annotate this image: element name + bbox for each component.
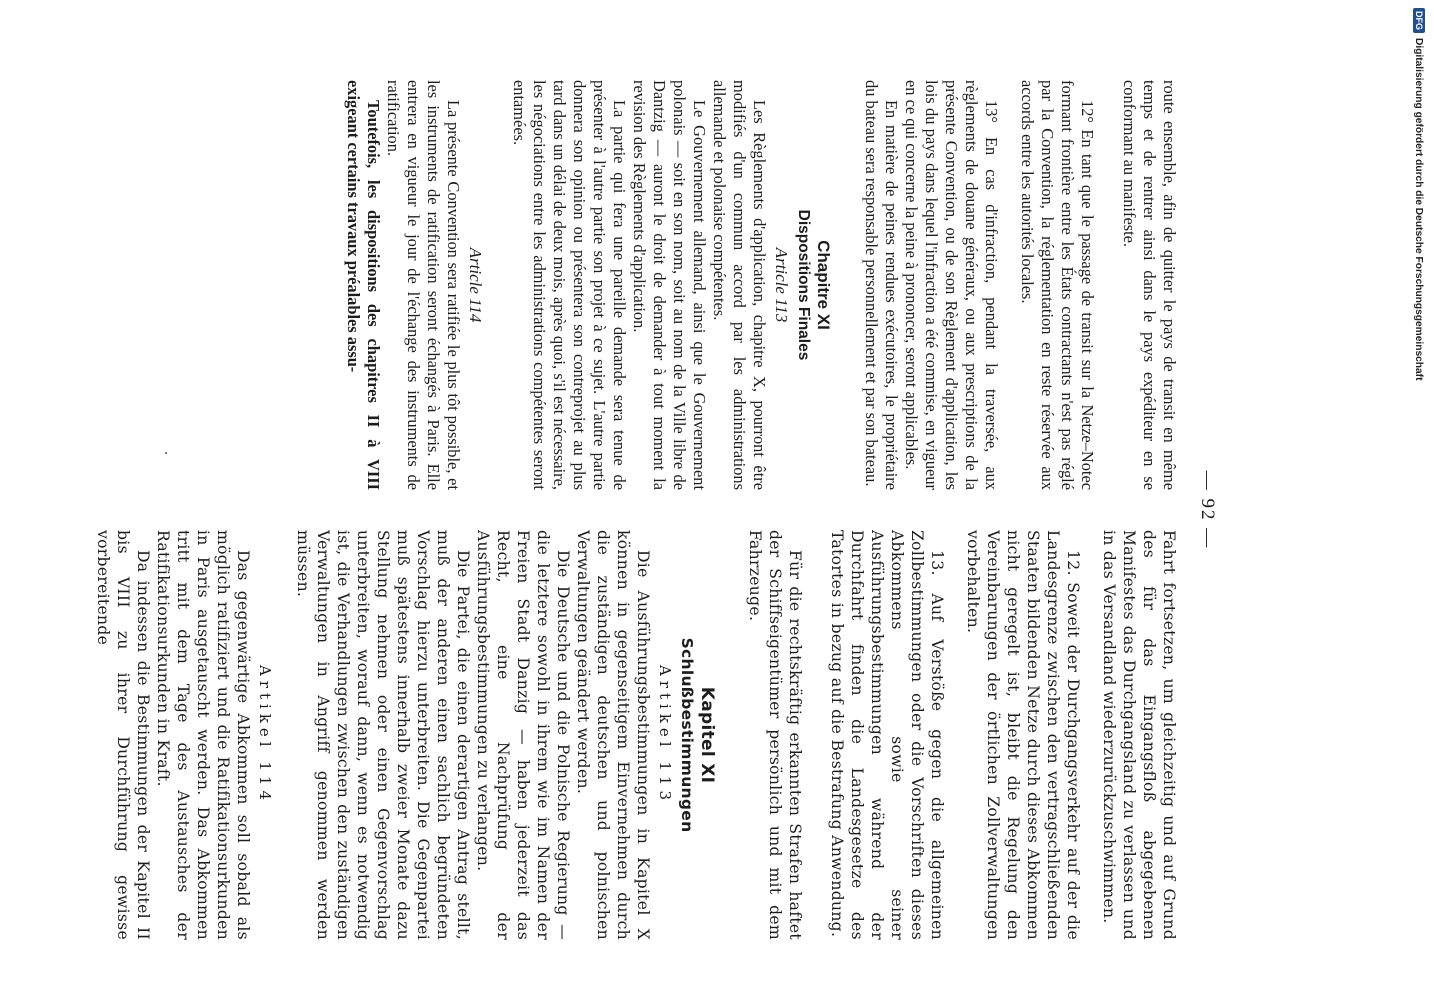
fr-paragraph-peines: En matière de peines rendues exécutoires, le propriétaire du bateau sera responsable personnellement et par son bateau. [862,80,901,490]
de-article-114-paragraph-2: Da indessen die Bestimmungen der Kapitel II bis VIII zu ihrer Durchführung gewisse vorbereitende [94,530,152,940]
de-paragraph-12: 12. Soweit der Durchgangsverkehr auf der die Landesgrenze zwischen den vertragschließenden Staaten bildenden Netze durch dieses Abkommen nicht geregelt ist, bleibt die Regelung den Vereinbarungen der örtlichen Zollverwaltungen vorbehalten. [964,530,1082,940]
french-column [343,80,1179,490]
fr-article-113-paragraph-3: La partie qui fera une pareille demande sera tenue de présenter à l'autre partie son projet à ce sujet. L'autre partie donnera son opinion ou présentera son contreprojet au plus tard dans un délai de deux mois, après quoi, s'il est nécessaire, les négociations entre les administrations compétentes seront entamées. [510,80,629,490]
fr-paragraph-route: route ensemble, afin de quitter le pays de transit en même temps et de rentrer ainsi dans le pays expéditeur en se conformant au manifeste. [1120,80,1179,490]
fr-chapter-title: Chapitre XI [814,240,833,330]
fr-paragraph-12: 12° En tant que le passage de transit sur la Netze–Notec formant frontière entre les États contractants n'est pas réglé par la Convention, la réglementation en reste réservée aux accords entre les autorités locales. [1018,80,1097,490]
de-paragraph-strafen: Für die rechtskräftig erkannten Strafen haftet der Schiffseigentümer persönlich und mit dem Fahrzeuge. [746,530,804,940]
page-content [94,80,1218,940]
de-article-114-paragraph-1: Das gegenwärtige Abkommen soll sobald als möglich ratifiziert und die Ratifikationsurkunden in Paris ausgetauscht werden. Das Abkommen tritt mit dem Tage des Austausches der Ratifikationsurkunden in Kraft. [154,530,252,940]
de-chapter-subtitle: Schlußbestimmungen [678,637,696,833]
credit-text: Digitalisierung gefördert durch die Deutsche Forschungsgemeinschaft [1413,38,1425,381]
de-article-114-title: Artikel 114 [256,665,274,805]
fr-article-113-title: Article 113 [772,247,791,323]
fr-article-114-title: Article 114 [466,247,485,323]
de-article-113-paragraph-3: Die Partei, die einen derartigen Antrag stellt, muß der anderen einen sachlich begründeten Vorschlag hierzu unterbreiten. Die Gegenpartei muß spätestens innerhalb zweier Monate dazu Stellung nehmen oder einen Gegenvorschlag unterbreiten, worauf dann, wenn es notwendig ist, die Verhandlungen zwischen den zuständigen Verwaltungen in Angriff genommen werden müssen. [294,530,472,940]
de-article-113-title: Artikel 113 [656,665,674,805]
scanned-page [27,0,1407,1000]
german-column [93,530,1179,940]
fr-article-113-paragraph-1: Les Règlements d'application, chapitre X, pourront être modifiés d'un commun accord par les administrations allemande et polonaise compétentes. [710,80,769,490]
de-article-113-paragraph-1: Die Ausführungsbestimmungen in Kapitel X können in gegenseitigem Einvernehmen durch die zuständigen deutschen und polnischen Verwaltungen geändert werden. [574,530,652,940]
scan-speck [165,452,167,454]
fr-article-113-paragraph-2: Le Gouvernement allemand, ainsi que le Gouvernement polonais — soit en son nom, soit au nom de la Ville libre de Dantzig — auront le droit de demander à tout moment la revision des Règlements d'application. [630,80,709,490]
de-paragraph-13: 13. Auf Verstöße gegen die allgemeinen Zollbestimmungen oder die Vorschriften dieses Abkommens sowie seiner Ausführungsbestimmungen während der Durchfahrt finden die Landesgesetze des Tatortes in bezug auf die Bestrafung Anwendung. [828,530,946,940]
fr-article-114-paragraph-1: La présente Convention sera ratifiée le plus tôt possible, et les instruments de ratification seront échangés à Paris. Elle entrera en vigueur le jour de l'échange des instruments de ratification. [384,80,463,490]
fr-chapter-subtitle: Dispositions Finales [795,209,812,361]
fr-paragraph-13: 13° En cas d'infraction, pendant la traversée, aux règlements de douane généraux, ou aux prescriptions de la présente Convention, ou de son Règlement d'application, les lois du pays dans lequel l'infraction a été commise, en vigueur en ce qui concerne la peine à prononcer, seront applicables. [902,80,1001,490]
de-chapter-title: Kapitel XI [697,686,717,784]
digitization-credit [1410,8,1434,398]
page-number: — 92 — [1197,470,1218,550]
fr-article-114-paragraph-2: Toutefois, les dispositions des chapitres II à VIII exigeant certains travaux préalables assu- [344,80,383,490]
dfg-logo: DFG [1413,8,1425,33]
de-article-113-paragraph-2: Die Deutsche und die Polnische Regierung — die letztere sowohl in ihrem wie im Namen der Freien Stadt Danzig — haben jederzeit das Recht, eine Nachprüfung der Ausführungsbestimmungen zu verlangen. [474,530,572,940]
de-paragraph-fahrt: Fahrt fortsetzen, um gleichzeitig und auf Grund des für das Eingangsfloß abgegebenen Manifestes das Durchgangsland zu verlassen und in das Versandland wiederzurückzuschwimmen. [1100,530,1178,940]
